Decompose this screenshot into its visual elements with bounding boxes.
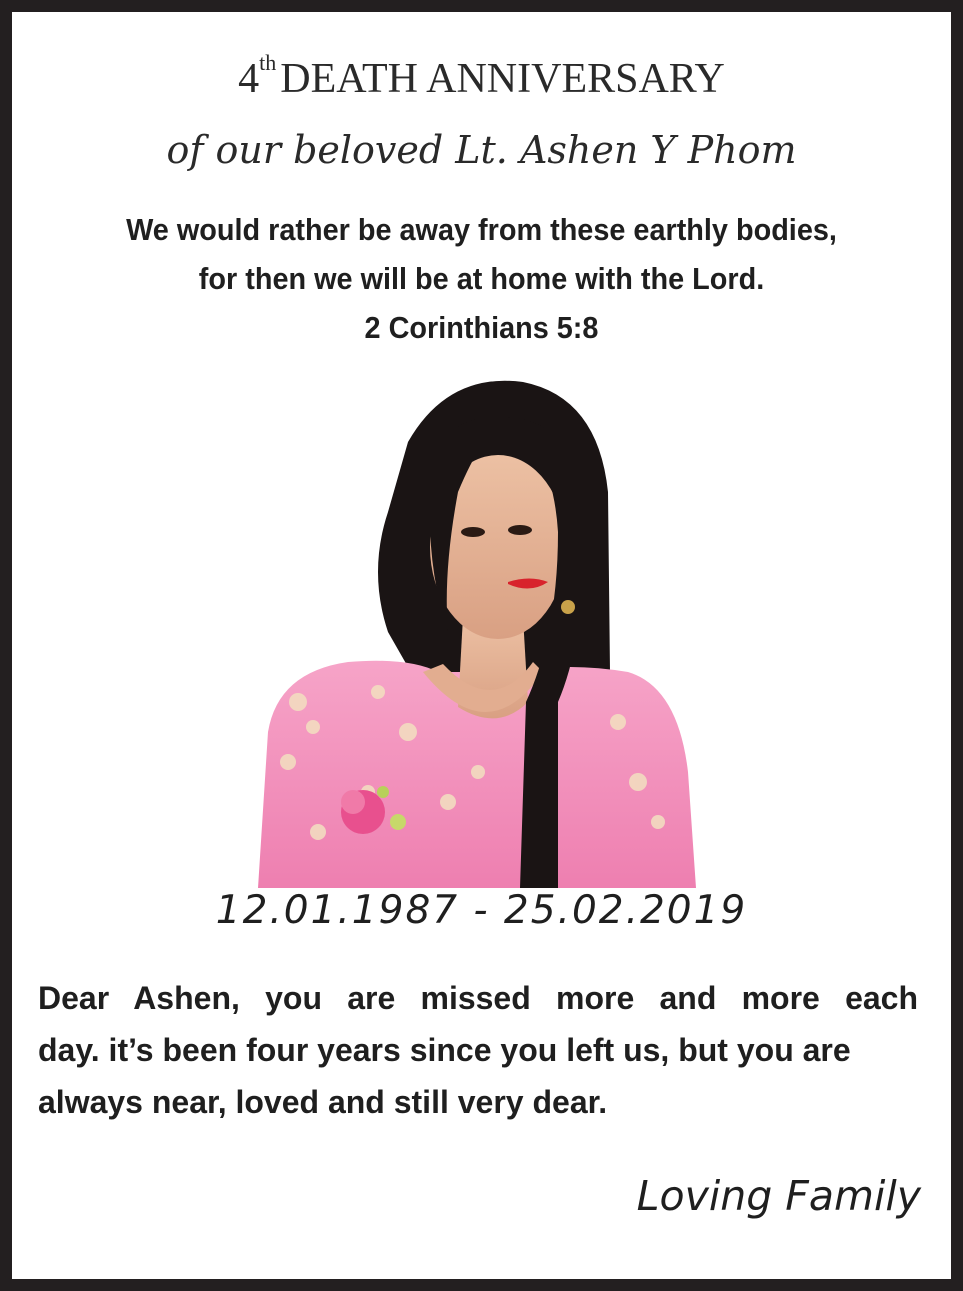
ordinal-suffix: th	[259, 50, 277, 75]
title-text: DEATH ANNIVERSARY	[280, 56, 725, 102]
portrait-photo	[258, 372, 698, 888]
ordinal-number: 4	[238, 56, 260, 102]
memorial-message	[38, 972, 918, 1128]
deceased-name-line: of our beloved Lt. Ashen Y Phom	[166, 128, 797, 172]
message-line-2: day. it’s been four years since you left us, but you are	[38, 1032, 851, 1068]
message-line-3: always near, loved and still very dear.	[38, 1084, 608, 1120]
verse-line-2: for then we will be at home with the Lord.	[198, 261, 765, 296]
verse-line-1: We would rather be away from these earthly bodies,	[126, 212, 837, 247]
verse-reference: 2 Corinthians 5:8	[364, 310, 599, 345]
bible-verse	[34, 205, 930, 352]
life-dates: 12.01.1987 - 25.02.2019	[215, 888, 748, 933]
signature: Loving Family	[636, 1172, 921, 1220]
message-line-1: Dear Ashen, you are missed more and more each	[38, 980, 918, 1016]
anniversary-title	[0, 50, 963, 103]
